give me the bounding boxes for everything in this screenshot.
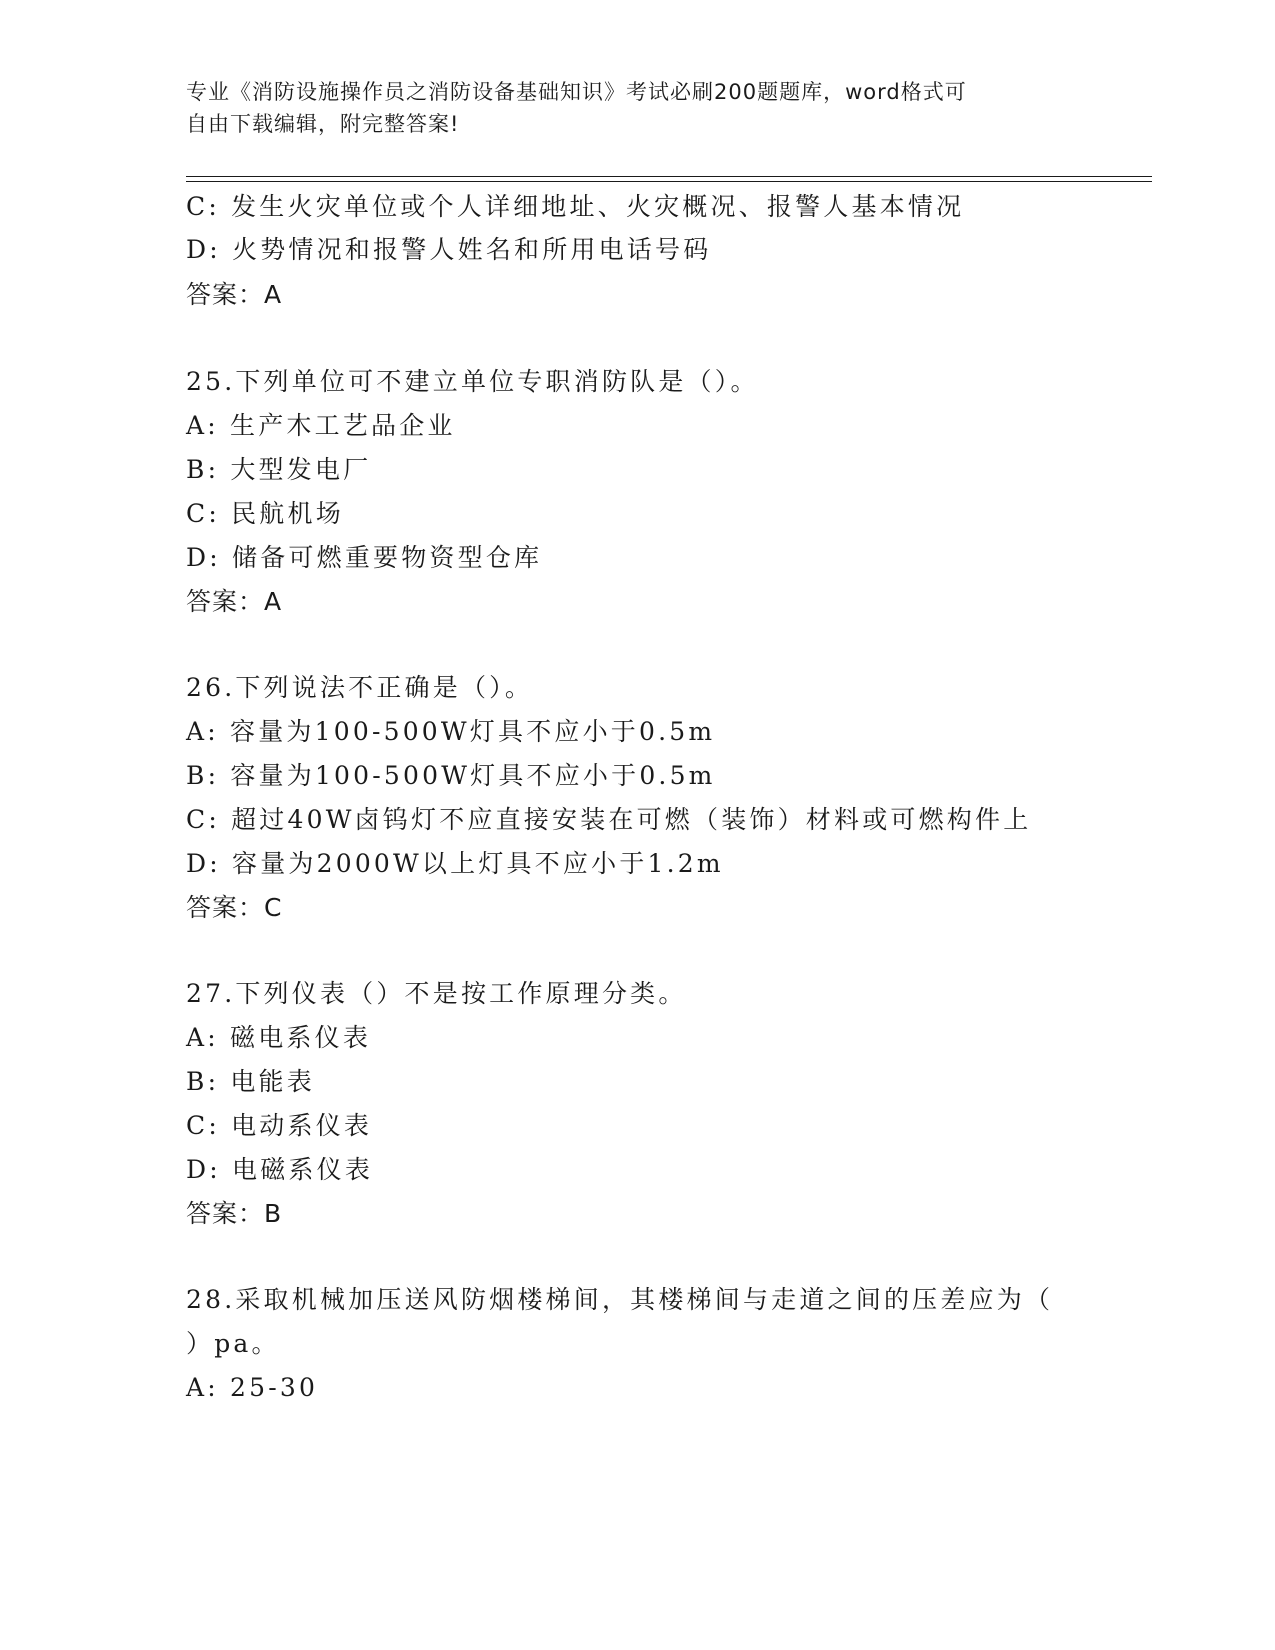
answer-q24: 答案：A: [186, 280, 283, 309]
header-line-2: 自由下载编辑，附完整答案!: [186, 112, 460, 136]
question-26: 26.下列说法不正确是（）。: [186, 673, 534, 702]
question-28-continued: ）pa。: [186, 1329, 280, 1358]
option-b-q25: B: 大型发电厂: [186, 455, 372, 484]
option-d-q25: D: 储备可燃重要物资型仓库: [186, 543, 543, 572]
option-a-q27: A: 磁电系仪表: [186, 1023, 372, 1052]
option-d-q26: D: 容量为2000W以上灯具不应小于1.2m: [186, 849, 724, 878]
header-line-1: 专业《消防设施操作员之消防设备基础知识》考试必刷200题题库，word格式可: [186, 80, 967, 104]
option-c-q26: C: 超过40W卤钨灯不应直接安装在可燃（装饰）材料或可燃构件上: [186, 805, 1032, 834]
option-c-q27: C: 电动系仪表: [186, 1111, 373, 1140]
option-c-q24: C: 发生火灾单位或个人详细地址、火灾概况、报警人基本情况: [186, 192, 965, 221]
option-a-q26: A: 容量为100-500W灯具不应小于0.5m: [186, 717, 716, 746]
header-rule-top: [186, 176, 1152, 177]
answer-q26: 答案：C: [186, 893, 283, 922]
option-b-q27: B: 电能表: [186, 1067, 315, 1096]
answer-q27: 答案：B: [186, 1199, 283, 1228]
question-25: 25.下列单位可不建立单位专职消防队是（）。: [186, 367, 759, 396]
answer-q25: 答案：A: [186, 587, 283, 616]
option-a-q25: A: 生产木工艺品企业: [186, 411, 456, 440]
option-c-q25: C: 民航机场: [186, 499, 344, 528]
question-27: 27.下列仪表（）不是按工作原理分类。: [186, 979, 687, 1008]
option-d-q24: D: 火势情况和报警人姓名和所用电话号码: [186, 235, 712, 264]
option-b-q26: B: 容量为100-500W灯具不应小于0.5m: [186, 761, 716, 790]
question-28: 28.采取机械加压送风防烟楼梯间，其楼梯间与走道之间的压差应为（: [186, 1285, 1054, 1314]
option-d-q27: D: 电磁系仪表: [186, 1155, 374, 1184]
document-header: [186, 76, 1066, 140]
option-a-q28: A: 25-30: [186, 1373, 319, 1402]
header-rule-bottom: [186, 181, 1152, 182]
